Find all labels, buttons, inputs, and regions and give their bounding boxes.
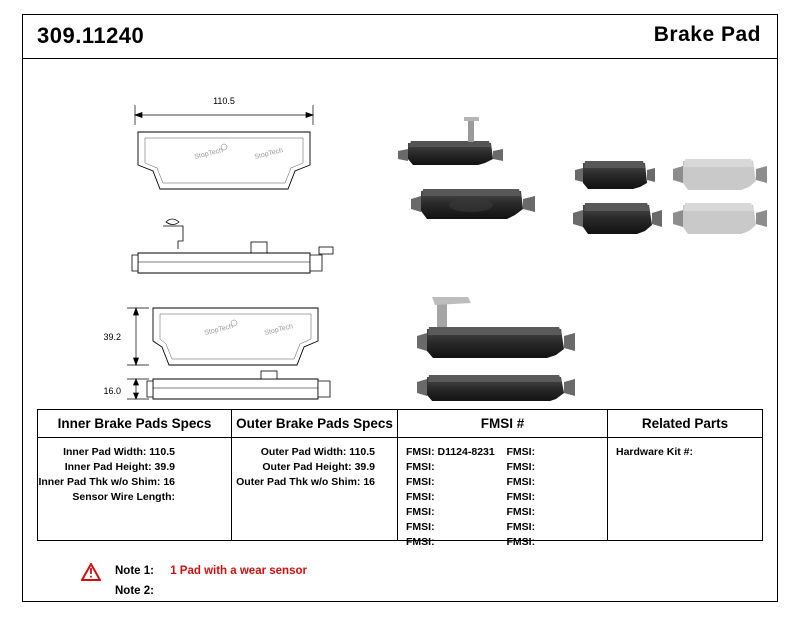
pad-face-view-top bbox=[138, 132, 310, 189]
spec-row: Inner Pad Height: 39.9 bbox=[64, 461, 175, 473]
column-heading-inner: Inner Brake Pads Specs bbox=[38, 410, 231, 438]
column-related-parts bbox=[608, 410, 762, 540]
note-1-value: 1 Pad with a wear sensor bbox=[170, 565, 307, 577]
drawings-area bbox=[23, 59, 777, 401]
fmsi-right-list bbox=[507, 445, 608, 550]
fmsi-row: FMSI: bbox=[406, 521, 435, 533]
svg-text:StopTech: StopTech bbox=[263, 323, 294, 337]
specs-table bbox=[37, 409, 763, 548]
spec-sheet bbox=[22, 14, 778, 602]
product-photo-pair-lower bbox=[417, 297, 575, 401]
pad-edge-view-sensor bbox=[132, 219, 333, 273]
note-2-label: Note 2: bbox=[115, 585, 154, 597]
notes-section bbox=[115, 561, 307, 601]
note-1 bbox=[115, 561, 307, 581]
dimension-thickness bbox=[127, 379, 149, 399]
spec-row: Inner Pad Thk w/o Shim: 16 bbox=[38, 476, 175, 488]
fmsi-row: FMSI: bbox=[406, 536, 435, 548]
note-1-label: Note 1: bbox=[115, 565, 154, 577]
fmsi-row: FMSI: bbox=[506, 506, 536, 518]
svg-text:StopTech: StopTech bbox=[253, 147, 284, 161]
spec-row: Outer Pad Width: 110.5 bbox=[260, 446, 375, 458]
spec-row: Outer Pad Thk w/o Shim: 16 bbox=[236, 476, 375, 488]
fmsi-row: FMSI: bbox=[506, 476, 536, 488]
column-body-related bbox=[608, 438, 762, 460]
product-photo-cluster-right bbox=[573, 159, 767, 234]
related-row: Hardware Kit #: bbox=[616, 446, 694, 458]
svg-text:StopTech: StopTech bbox=[193, 147, 224, 161]
page-title: Brake Pad bbox=[653, 23, 761, 46]
dimension-height-label: 39.2 bbox=[103, 332, 121, 342]
fmsi-row: FMSI: bbox=[406, 491, 435, 503]
fmsi-row: FMSI: bbox=[406, 461, 435, 473]
spec-row: Inner Pad Width: 110.5 bbox=[63, 446, 175, 458]
dimension-thickness-label: 16.0 bbox=[103, 386, 121, 396]
column-body-inner bbox=[38, 438, 231, 505]
part-number: 309.11240 bbox=[37, 23, 145, 48]
warning-icon bbox=[81, 563, 101, 581]
fmsi-row: FMSI: bbox=[506, 521, 536, 533]
dimension-width bbox=[135, 105, 313, 125]
column-heading-fmsi: FMSI # bbox=[398, 410, 607, 438]
column-fmsi bbox=[398, 410, 608, 548]
column-body-fmsi bbox=[398, 438, 607, 550]
header bbox=[23, 15, 777, 59]
column-body-outer bbox=[232, 438, 397, 490]
fmsi-row: FMSI: bbox=[506, 446, 536, 458]
note-2 bbox=[115, 581, 307, 601]
pad-edge-view-bottom bbox=[147, 371, 330, 399]
spec-row: Outer Pad Height: 39.9 bbox=[262, 461, 375, 473]
spec-row: Sensor Wire Length: bbox=[72, 491, 175, 503]
fmsi-row: FMSI: bbox=[406, 506, 435, 518]
fmsi-row: FMSI: D1124-8231 bbox=[406, 446, 495, 458]
svg-text:StopTech: StopTech bbox=[203, 323, 234, 337]
fmsi-row: FMSI: bbox=[506, 491, 536, 503]
column-inner-specs bbox=[38, 410, 232, 540]
column-outer-specs bbox=[232, 410, 398, 540]
fmsi-row: FMSI: bbox=[506, 536, 536, 548]
fmsi-row: FMSI: bbox=[506, 461, 536, 473]
technical-drawing bbox=[23, 59, 779, 401]
column-heading-outer: Outer Brake Pads Specs bbox=[232, 410, 397, 438]
dimension-height bbox=[127, 308, 149, 365]
pad-face-view-bottom bbox=[153, 308, 318, 365]
fmsi-row: FMSI: bbox=[406, 476, 435, 488]
fmsi-left-list bbox=[406, 445, 507, 550]
dimension-width-label: 110.5 bbox=[213, 96, 235, 106]
product-photo-cluster-left bbox=[398, 117, 535, 219]
column-heading-related: Related Parts bbox=[608, 410, 762, 438]
